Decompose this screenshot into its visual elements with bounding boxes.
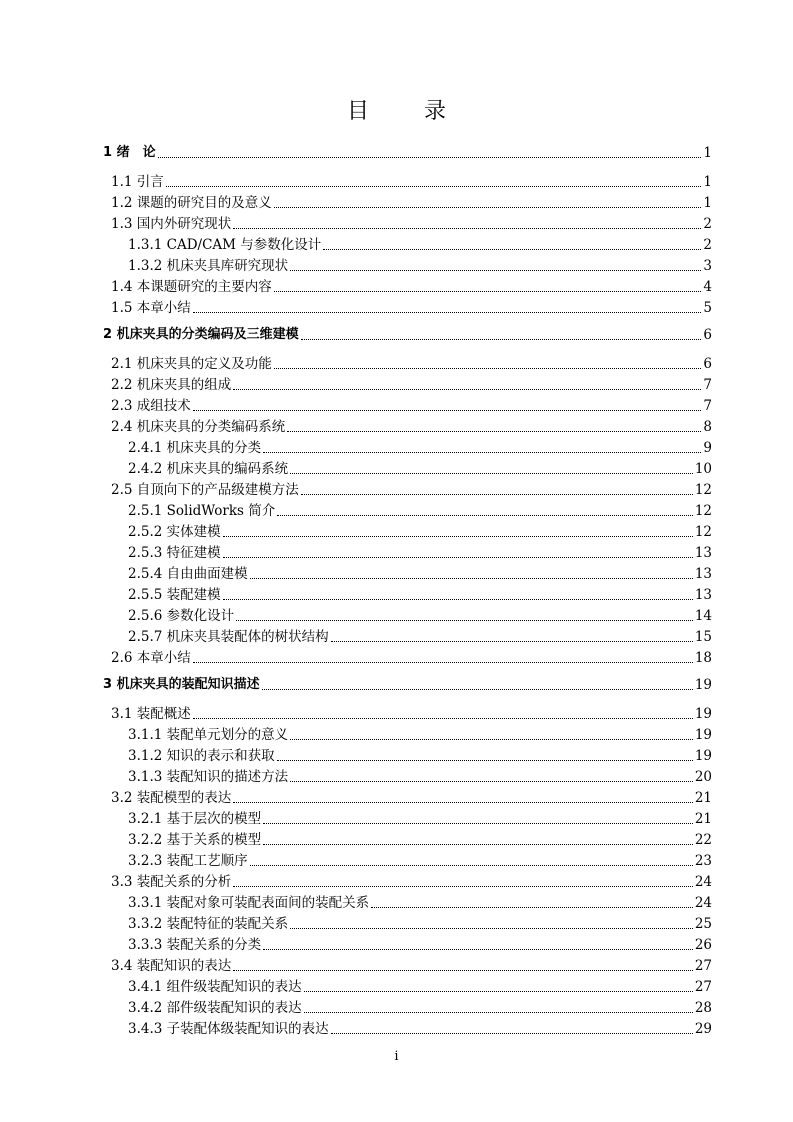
toc-entry-label: 2.4.2 机床夹具的编码系统	[128, 461, 289, 477]
dot-leader	[223, 599, 693, 600]
dot-leader	[193, 662, 693, 663]
toc-page-number: 24	[694, 874, 712, 890]
toc-entry-label: 2.1 机床夹具的定义及功能	[111, 356, 272, 372]
toc-entry[interactable]	[128, 894, 712, 912]
toc-entry[interactable]	[111, 173, 712, 191]
toc-entry[interactable]	[128, 831, 712, 849]
toc-entry-label: 3.1.2 知识的表示和获取	[128, 748, 275, 764]
dot-leader	[263, 844, 693, 845]
toc-entry-label: 2.5 自顶向下的产品级建模方法	[111, 482, 299, 498]
dot-leader	[233, 886, 693, 887]
dot-leader	[301, 339, 702, 340]
toc-page-number: 5	[703, 300, 712, 316]
dot-leader	[158, 157, 702, 158]
toc-entry[interactable]	[128, 1020, 712, 1038]
toc-entry[interactable]	[128, 607, 712, 625]
toc-entry[interactable]	[128, 915, 712, 933]
toc-page-number: 10	[694, 461, 712, 477]
toc-page-number: 19	[694, 748, 712, 764]
dot-leader	[166, 186, 702, 187]
toc-page-number: 9	[703, 440, 712, 456]
toc-page-number: 7	[703, 377, 712, 393]
toc-entry[interactable]	[128, 936, 712, 954]
dot-leader	[277, 515, 693, 516]
dot-leader	[290, 473, 693, 474]
toc-entry-label: 2.5.4 自由曲面建模	[128, 566, 248, 582]
toc-page-number: 13	[694, 545, 712, 561]
toc-entry-label: 3.3.3 装配关系的分类	[128, 937, 262, 953]
toc-entry[interactable]	[128, 544, 712, 562]
toc-entry-label: 3.1.3 装配知识的描述方法	[128, 769, 289, 785]
toc-entry-label: 1.5 本章小结	[111, 300, 191, 316]
dot-leader	[250, 578, 693, 579]
toc-entry[interactable]	[111, 355, 712, 373]
toc-page-number: 25	[694, 916, 712, 932]
dot-leader	[263, 823, 693, 824]
page-title: 目 录	[347, 99, 470, 124]
dot-leader	[323, 249, 701, 250]
toc-page-number: 13	[694, 566, 712, 582]
toc-entry[interactable]	[111, 873, 712, 891]
toc-entry-label: 1.1 引言	[111, 174, 164, 190]
toc-entry[interactable]	[128, 999, 712, 1017]
dot-leader	[193, 312, 702, 313]
toc-entry[interactable]	[128, 439, 712, 457]
toc-entry-label: 2.5.3 特征建模	[128, 545, 221, 561]
toc-page-number: 28	[694, 1000, 712, 1016]
toc-entry-label: 2.6 本章小结	[111, 650, 191, 666]
toc-entry[interactable]	[103, 676, 712, 694]
toc-entry[interactable]	[128, 768, 712, 786]
toc-entry-label: 3.4.2 部件级装配知识的表达	[128, 1000, 302, 1016]
toc-entry-label: 2.2 机床夹具的组成	[111, 377, 232, 393]
dot-leader	[193, 410, 702, 411]
toc-entry-label: 1.4 本课题研究的主要内容	[111, 279, 272, 295]
toc-entry-label: 2.3 成组技术	[111, 398, 191, 414]
toc-entry-label: 2.4 机床夹具的分类编码系统	[111, 419, 286, 435]
dot-leader	[233, 389, 701, 390]
dot-leader	[263, 949, 693, 950]
dot-leader	[193, 718, 693, 719]
toc-entry[interactable]	[128, 810, 712, 828]
toc-entry[interactable]	[128, 628, 712, 646]
toc-page-number: 1	[703, 174, 712, 190]
toc-entry[interactable]	[128, 726, 712, 744]
dot-leader	[233, 802, 693, 803]
toc-entry-label: 3.3.1 装配对象可装配表面间的装配关系	[128, 895, 370, 911]
toc-page-number: 19	[694, 727, 712, 743]
toc-entry-label: 3.3 装配关系的分析	[111, 874, 232, 890]
toc-entry-label: 1.3 国内外研究现状	[111, 216, 232, 232]
dot-leader	[236, 620, 693, 621]
toc-entry[interactable]	[111, 194, 712, 212]
page-footer-number: i	[394, 1049, 399, 1064]
toc-page-number: 2	[703, 237, 712, 253]
toc-entry-label: 3.4.3 子装配体级装配知识的表达	[128, 1021, 329, 1037]
dot-leader	[331, 1033, 693, 1034]
toc-page-number: 14	[694, 608, 712, 624]
toc-page-number: 29	[694, 1021, 712, 1037]
toc-entry-label: 2 机床夹具的分类编码及三维建模	[103, 327, 299, 342]
toc-entry[interactable]	[128, 978, 712, 996]
toc-entry[interactable]	[111, 957, 712, 975]
toc-entry-label: 2.5.1 SolidWorks 简介	[128, 503, 276, 519]
dot-leader	[301, 494, 693, 495]
dot-leader	[233, 970, 693, 971]
toc-entry-label: 3.4.1 组件级装配知识的表达	[128, 979, 302, 995]
dot-leader	[250, 865, 693, 866]
toc-entry[interactable]	[128, 586, 712, 604]
toc-entry[interactable]	[111, 299, 712, 317]
toc-entry-label: 3.2.2 基于关系的模型	[128, 832, 262, 848]
dot-leader	[263, 452, 701, 453]
toc-entry-label: 2.5.6 参数化设计	[128, 608, 235, 624]
toc-entry-label: 3.1.1 装配单元划分的意义	[128, 727, 289, 743]
toc-page-number: 6	[703, 356, 712, 372]
toc-entry[interactable]	[111, 215, 712, 233]
dot-leader	[290, 270, 701, 271]
toc-entry-label: 3.2.1 基于层次的模型	[128, 811, 262, 827]
toc-page-number: 6	[703, 327, 712, 343]
toc-entry[interactable]	[103, 144, 712, 162]
toc-page-number: 2	[703, 216, 712, 232]
toc-entry[interactable]	[111, 649, 712, 667]
toc-page-number: 26	[694, 937, 712, 953]
toc-page-number: 18	[694, 650, 712, 666]
toc-entry-label: 1 绪 论	[103, 145, 156, 160]
toc-page-number: 7	[703, 398, 712, 414]
dot-leader	[290, 781, 693, 782]
toc-entry-label: 1.2 课题的研究目的及意义	[111, 195, 272, 211]
dot-leader	[262, 689, 693, 690]
toc-page-number: 12	[694, 524, 712, 540]
toc-entry[interactable]	[128, 460, 712, 478]
toc-page-number: 19	[694, 677, 712, 693]
toc-page-number: 3	[703, 258, 712, 274]
dot-leader	[223, 557, 693, 558]
toc-page-number: 12	[694, 482, 712, 498]
toc-entry-label: 3.4 装配知识的表达	[111, 958, 232, 974]
toc-page-number: 19	[694, 706, 712, 722]
dot-leader	[233, 228, 701, 229]
dot-leader	[274, 291, 702, 292]
toc-entry[interactable]	[128, 747, 712, 765]
toc-entry[interactable]	[111, 481, 712, 499]
toc-page-number: 21	[694, 811, 712, 827]
toc-entry[interactable]	[128, 565, 712, 583]
toc-page-number: 21	[694, 790, 712, 806]
toc-page-number: 22	[694, 832, 712, 848]
toc-entry[interactable]	[111, 789, 712, 807]
dot-leader	[277, 760, 693, 761]
toc-entry[interactable]	[111, 278, 712, 296]
dot-leader	[290, 928, 693, 929]
dot-leader	[274, 207, 702, 208]
toc-entry[interactable]	[128, 852, 712, 870]
toc-page-number: 4	[703, 279, 712, 295]
toc-page-number: 23	[694, 853, 712, 869]
toc-entry[interactable]	[128, 523, 712, 541]
toc-entry-label: 2.4.1 机床夹具的分类	[128, 440, 262, 456]
toc-entry-label: 3.1 装配概述	[111, 706, 191, 722]
toc-page-number: 13	[694, 587, 712, 603]
toc-entry-label: 2.5.5 装配建模	[128, 587, 221, 603]
toc-entry[interactable]	[111, 705, 712, 723]
toc-entry-label: 2.5.2 实体建模	[128, 524, 221, 540]
toc-page-number: 8	[703, 419, 712, 435]
toc-entry[interactable]	[111, 418, 712, 436]
dot-leader	[304, 991, 693, 992]
dot-leader	[371, 907, 693, 908]
toc-entry-label: 3.2 装配模型的表达	[111, 790, 232, 806]
toc-entry[interactable]	[111, 376, 712, 394]
toc-entry[interactable]	[103, 326, 712, 344]
toc-page-number: 1	[703, 145, 712, 161]
toc-entry-label: 2.5.7 机床夹具装配体的树状结构	[128, 629, 329, 645]
toc-entry-label: 1.3.2 机床夹具库研究现状	[128, 258, 289, 274]
toc-page-number: 15	[694, 629, 712, 645]
toc-entry-label: 3.3.2 装配特征的装配关系	[128, 916, 289, 932]
toc-page-number: 27	[694, 979, 712, 995]
toc-page-number: 12	[694, 503, 712, 519]
toc-entry-label: 3 机床夹具的装配知识描述	[103, 677, 260, 692]
toc-entry[interactable]	[111, 397, 712, 415]
dot-leader	[331, 641, 693, 642]
dot-leader	[304, 1012, 693, 1013]
toc-page-number: 1	[703, 195, 712, 211]
toc-page-number: 24	[694, 895, 712, 911]
toc-entry[interactable]	[128, 236, 712, 254]
toc-entry-label: 1.3.1 CAD/CAM 与参数化设计	[128, 237, 322, 253]
toc-entry[interactable]	[128, 502, 712, 520]
dot-leader	[223, 536, 693, 537]
toc-page-number: 20	[694, 769, 712, 785]
toc-entry[interactable]	[128, 257, 712, 275]
dot-leader	[290, 739, 693, 740]
toc-entry-label: 3.2.3 装配工艺顺序	[128, 853, 248, 869]
dot-leader	[287, 431, 701, 432]
toc-page-number: 27	[694, 958, 712, 974]
dot-leader	[274, 368, 702, 369]
